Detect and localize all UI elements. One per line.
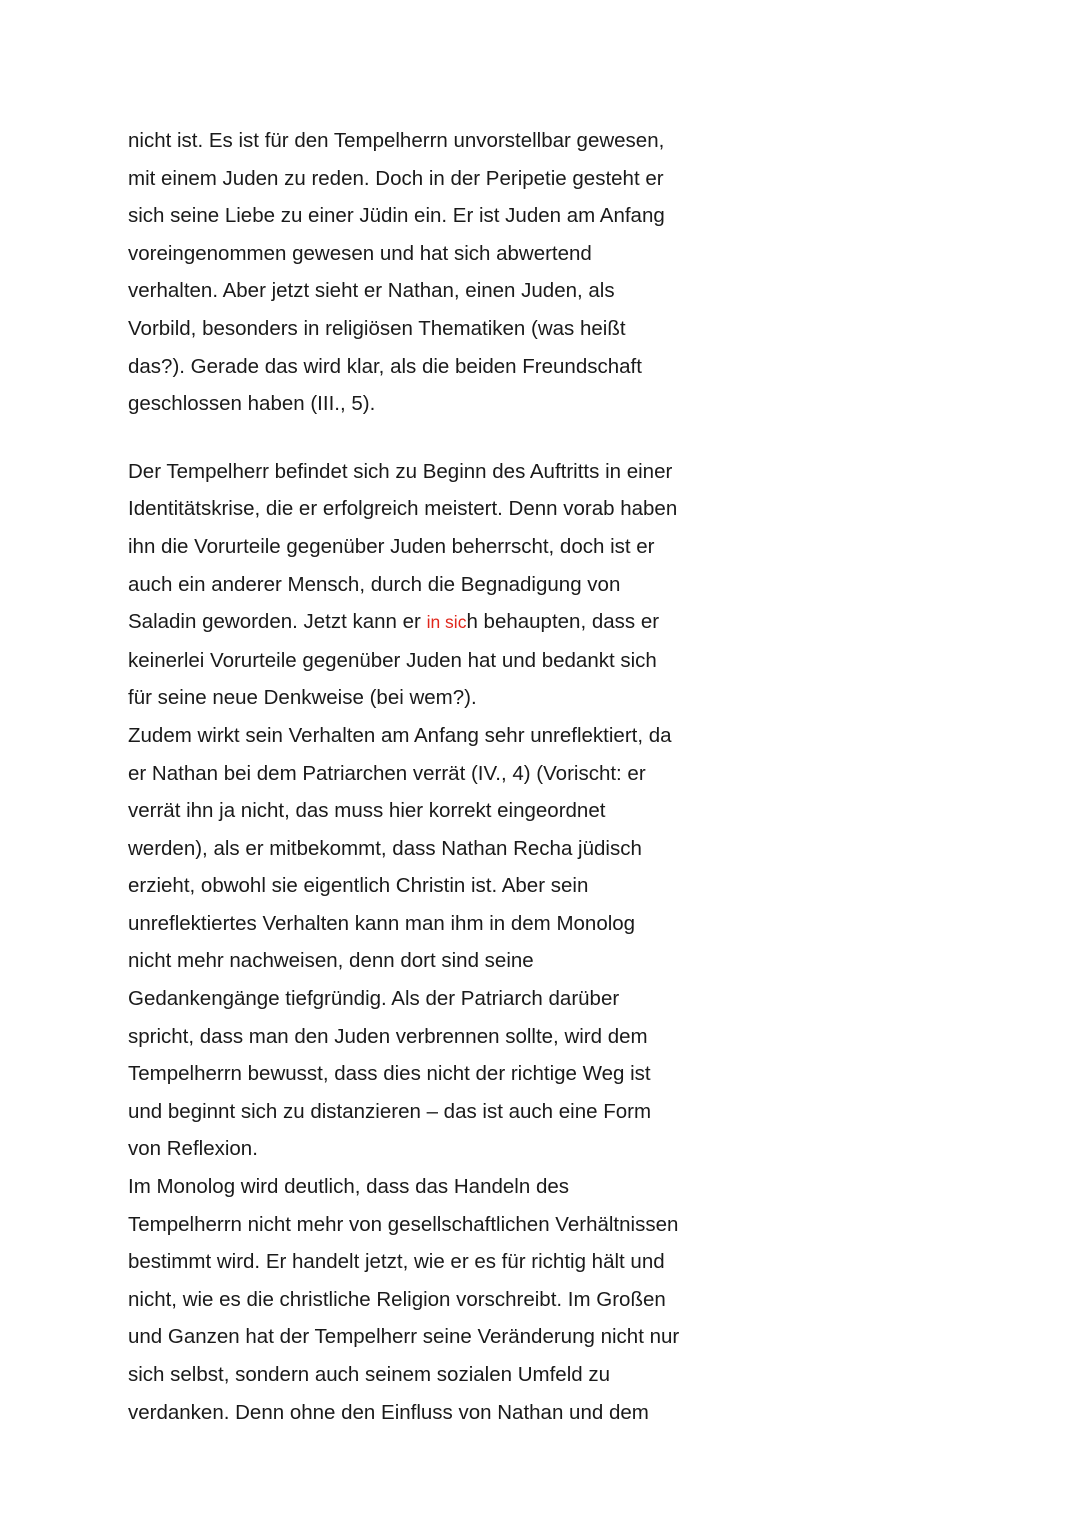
text-line: Zudem wirkt sein Verhalten am Anfang sehr unreflektiert, da — [128, 723, 672, 747]
text-line: auch ein anderer Mensch, durch die Begnadigung von — [128, 572, 621, 596]
text-line: spricht, dass man den Juden verbrennen sollte, wird dem — [128, 1024, 648, 1048]
text-line: mit einem Juden zu reden. Doch in der Peripetie gesteht er — [128, 166, 664, 190]
text-line: Im Monolog wird deutlich, dass das Handeln des — [128, 1175, 569, 1199]
text-line: keinerlei Vorurteile gegenüber Juden hat und bedankt sich — [128, 648, 657, 672]
paragraph-3 — [128, 717, 748, 1168]
text-line: ihn die Vorurteile gegenüber Juden beherrscht, doch ist er — [128, 534, 655, 558]
document-page — [128, 122, 748, 1431]
text-line: von Reflexion. — [128, 1137, 258, 1161]
text-line: für seine neue Denkweise (bei wem?). — [128, 686, 477, 710]
text-line: erzieht, obwohl sie eigentlich Christin ist. Aber sein — [128, 874, 589, 898]
text-line: er Nathan bei dem Patriarchen verrät (IV., 4) (Vorischt: er — [128, 761, 646, 785]
text-line: Vorbild, besonders in religiösen Thematiken (was heißt — [128, 316, 626, 340]
text-line: bestimmt wird. Er handelt jetzt, wie er es für richtig hält und — [128, 1250, 665, 1274]
text-line: Tempelherrn nicht mehr von gesellschaftlichen Verhältnissen — [128, 1212, 679, 1236]
text-line: werden), als er mitbekommt, dass Nathan Recha jüdisch — [128, 836, 642, 860]
text-line-with-annotation — [128, 603, 748, 642]
text-line: sich seine Liebe zu einer Jüdin ein. Er ist Juden am Anfang — [128, 204, 665, 228]
text-line: Tempelherrn bewusst, dass dies nicht der richtige Weg ist — [128, 1062, 651, 1086]
paragraph-2 — [128, 453, 748, 717]
paragraph-1 — [128, 122, 748, 423]
text-line: und Ganzen hat der Tempelherr seine Veränderung nicht nur — [128, 1325, 680, 1349]
text-line: Der Tempelherr befindet sich zu Beginn des Auftritts in einer — [128, 459, 673, 483]
text-line: nicht mehr nachweisen, denn dort sind seine — [128, 949, 534, 973]
text-line: Gedankengänge tiefgründig. Als der Patriarch darüber — [128, 987, 620, 1011]
text-line: nicht, wie es die christliche Religion vorschreibt. Im Großen — [128, 1287, 666, 1311]
teacher-annotation: in sic — [426, 612, 467, 633]
text-line: und beginnt sich zu distanzieren – das ist auch eine Form — [128, 1099, 652, 1123]
text-line: Identitätskrise, die er erfolgreich meistert. Denn vorab haben — [128, 497, 678, 521]
text-line: nicht ist. Es ist für den Tempelherrn unvorstellbar gewesen, — [128, 129, 665, 152]
text-line: sich selbst, sondern auch seinem sozialen Umfeld zu — [128, 1363, 610, 1386]
text-line: verrät ihn ja nicht, das muss hier korrekt eingeordnet — [128, 799, 606, 823]
text-line: verhalten. Aber jetzt sieht er Nathan, einen Juden, als — [128, 279, 615, 303]
text-line: verdanken. Denn ohne den Einfluss von Nathan und dem — [128, 1400, 649, 1424]
text-line: das?). Gerade das wird klar, als die beiden Freundschaft — [128, 354, 642, 378]
paragraph-spacer — [128, 423, 748, 453]
text-line: unreflektiertes Verhalten kann man ihm in dem Monolog — [128, 911, 636, 935]
text-line: voreingenommen gewesen und hat sich abwertend — [128, 241, 592, 265]
text-segment: h behaupten, dass er — [466, 610, 660, 634]
paragraph-4 — [128, 1168, 748, 1431]
text-segment: Saladin geworden. Jetzt kann er — [128, 610, 427, 634]
text-line: geschlossen haben (III., 5). — [128, 392, 376, 416]
